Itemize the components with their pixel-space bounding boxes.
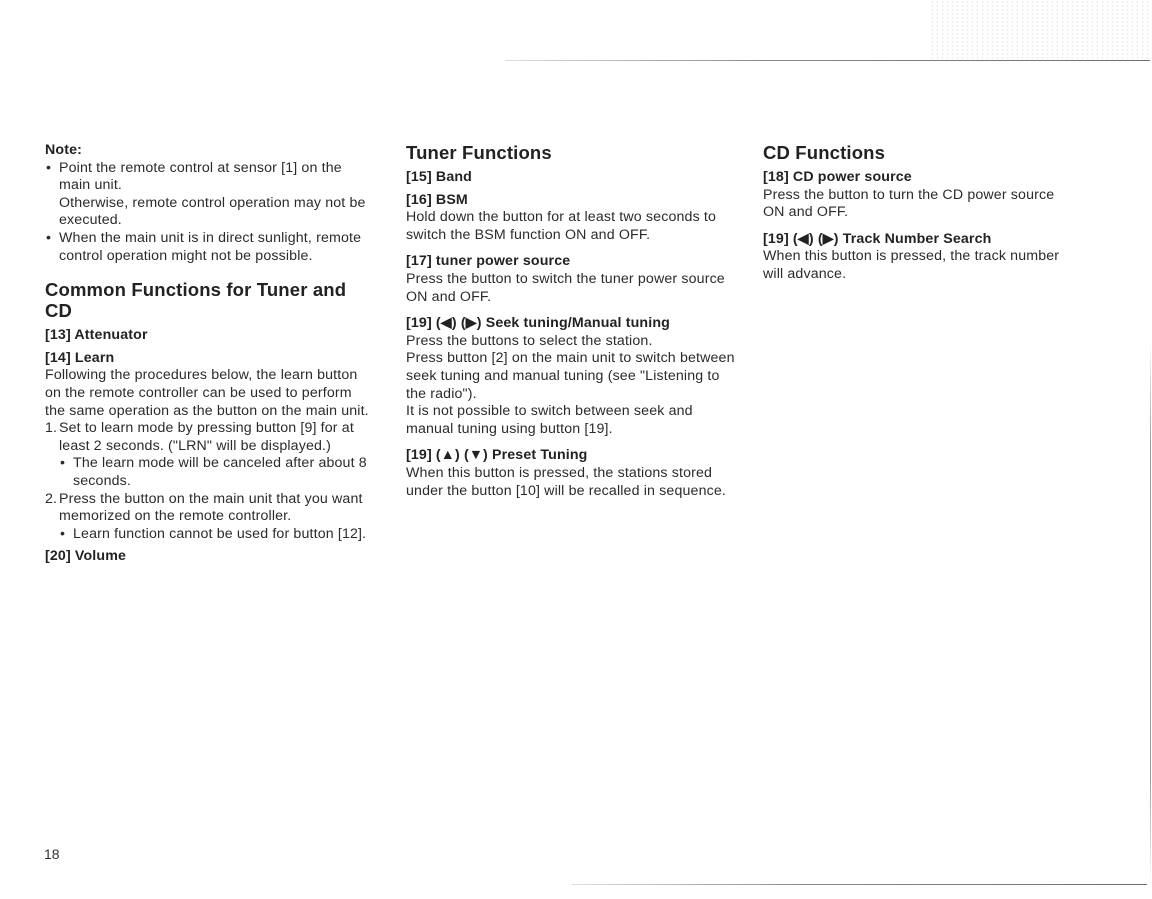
section-heading-tuner: Tuner Functions [406, 142, 552, 163]
track-search-heading: [19] (◀) (▶) Track Number Search [763, 230, 992, 247]
note-bullet [45, 230, 375, 265]
learn-intro: Following the procedures below, the learn button on the remote controller can be used to perform the same operation as the button on the main unit. [45, 367, 369, 419]
section-heading-common: Common Functions for Tuner and CD [45, 279, 347, 322]
note-bullet [45, 160, 375, 230]
attenuator-heading: [13] Attenuator [45, 327, 148, 344]
bsm-text: Hold down the button for at least two seconds to switch the BSM function ON and OFF. [406, 209, 717, 243]
learn-heading: [14] Learn [45, 349, 115, 366]
cd-power-text: Press the button to turn the CD power source ON and OFF. [763, 186, 1055, 221]
cd-power-heading: [18] CD power source [763, 169, 912, 185]
note-bullet-text: Otherwise, remote control operation may not be executed. [59, 194, 366, 229]
step-number: 2. [45, 490, 58, 507]
preset-heading: [19] (▲) (▼) Preset Tuning [406, 447, 588, 464]
learn-step [45, 491, 375, 526]
learn-step [45, 420, 375, 455]
top-rule [505, 60, 1150, 61]
seek-heading: [19] (◀) (▶) Seek tuning/Manual tuning [406, 315, 670, 332]
band-heading: [15] Band [406, 169, 472, 185]
step-text: Set to learn mode by pressing button [9] for at least 2 seconds. ("LRN" will be displayed.) [59, 420, 354, 454]
note-bullet-text: • Point the remote control at sensor [1] on the main unit. [59, 159, 342, 194]
step-number: 1. [45, 420, 58, 437]
tuner-power-heading: [17] tuner power source [406, 253, 571, 270]
seek-text: Press the buttons to select the station. [406, 332, 653, 349]
page-number: 18 [44, 846, 60, 862]
bottom-rule [572, 884, 1147, 885]
middle-column [406, 142, 736, 500]
seek-text: Press button [2] on the main unit to switch between seek tuning and manual tuning (see "Listening to the radio"). [406, 350, 735, 402]
left-column [45, 142, 375, 566]
seek-text: It is not possible to switch between seek and manual tuning using button [19]. [406, 403, 693, 437]
learn-step-note: • The learn mode will be canceled after about 8 seconds. [45, 455, 375, 490]
volume-heading: [20] Volume [45, 548, 127, 565]
bsm-heading: [16] BSM [406, 191, 468, 208]
scan-speckle [930, 0, 1152, 60]
learn-step-note: • Learn function cannot be used for button [12]. [45, 526, 375, 544]
section-heading-cd: CD Functions [763, 142, 886, 163]
track-search-text: When this button is pressed, the track number will advance. [763, 248, 1060, 282]
right-column [763, 142, 1063, 284]
step-text: Press the button on the main unit that you want memorized on the remote controller. [59, 490, 363, 525]
preset-text: When this button is pressed, the stations stored under the button [10] will be recalled in sequence. [406, 464, 726, 499]
note-bullet-text: • When the main unit is in direct sunlight, remote control operation might not be possible. [59, 229, 362, 264]
note-label: Note: [45, 142, 83, 158]
page-edge [1150, 340, 1151, 885]
tuner-power-text: Press the button to switch the tuner power source ON and OFF. [406, 270, 725, 305]
